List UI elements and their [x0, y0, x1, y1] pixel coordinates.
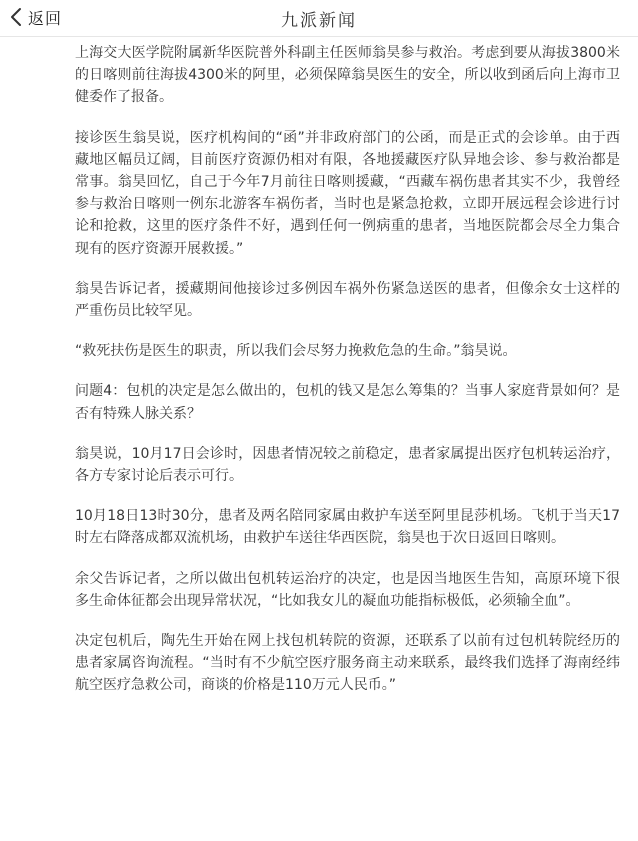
page-title: 九派新闻: [281, 11, 357, 31]
top-nav-bar: [0, 0, 638, 37]
article-paragraph: “救死扶伤是医生的职责，所以我们会尽努力挽救危急的生命。”翁昊说。: [75, 343, 517, 360]
article-paragraph: 翁昊告诉记者，援藏期间他接诊过多例因车祸外伤紧急送医的患者，但像余女士这样的严重伤员比较罕见。: [75, 280, 620, 320]
article-body: [75, 42, 620, 715]
article-paragraph: 上海交大医学院附属新华医院普外科副主任医师翁昊参与救治。考虑到要从海拔3800米的日喀则前往海拔4300米的阿里，必须保障翁昊医生的安全，所以收到函后向上海市卫健委作了报备。: [75, 45, 620, 106]
article-paragraph: 余父告诉记者，之所以做出包机转运治疗的决定，也是因当地医生告知，高原环境下很多生命体征都会出现异常状况，“比如我女儿的凝血功能指标极低，必须输全血”。: [75, 570, 620, 609]
article-paragraph: 接诊医生翁昊说，医疗机构间的“函”并非政府部门的公函，而是正式的会诊单。由于西藏地区幅员辽阔，目前医疗资源仍相对有限，各地援藏医疗队异地会诊、参与救治都是常事。翁昊回忆，自己于今年7月前往日喀则援藏，“西藏车祸伤患者其实不少，我曾经参与救治日喀则一例东北游客车祸伤者，当时也是紧急抢救，立即开展远程会诊进行讨论和抢救，这里的医疗条件不好，遇到任何一例病重的患者，当地医院都会尽全力集合现有的医疗资源开展救援。”: [75, 129, 620, 257]
article-paragraph: 翁昊说，10月17日会诊时，因患者情况较之前稳定，患者家属提出医疗包机转运治疗，各方专家讨论后表示可行。: [75, 445, 620, 485]
article-paragraph: 决定包机后，陶先生开始在网上找包机转院的资源，还联系了以前有过包机转院经历的患者家属咨询流程。“当时有不少航空医疗服务商主动来联系，最终我们选择了海南经纬航空医疗急救公司，商谈的价格是110万元人民币。”: [75, 633, 620, 694]
back-label: 返回: [28, 8, 63, 28]
article-paragraph: 问题4：包机的决定是怎么做出的，包机的钱又是怎么筹集的？当事人家庭背景如何？是否有特殊人脉关系？: [75, 383, 620, 422]
article-paragraph: 10月18日13时30分，患者及两名陪同家属由救护车送至阿里昆莎机场。飞机于当天17时左右降落成都双流机场，由救护车送往华西医院，翁昊也于次日返回日喀则。: [75, 508, 620, 547]
